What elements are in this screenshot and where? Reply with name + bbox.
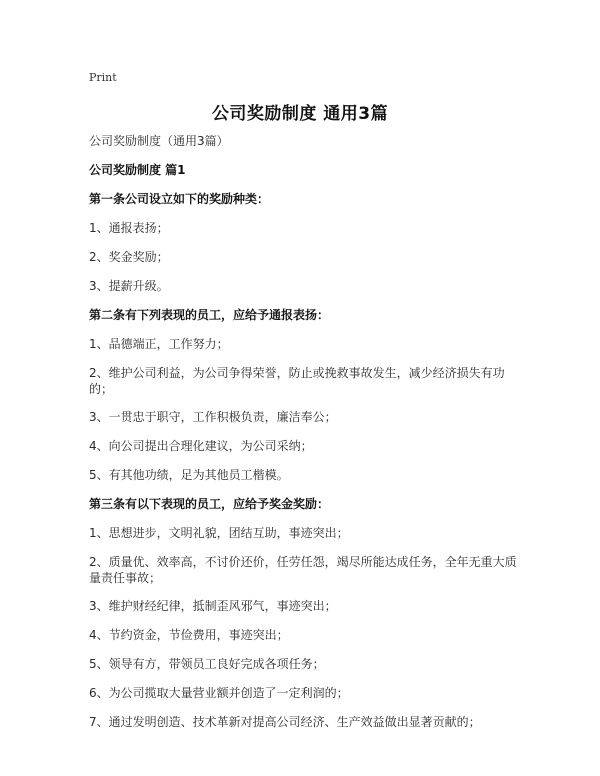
article-3-item-2: 2、质量优、效率高，不讨价还价，任劳任怨，竭尽所能达成任务，全年无重大质量责任事故； xyxy=(89,555,517,585)
article-2-item-4: 4、向公司提出合理化建议，为公司采纳； xyxy=(89,439,313,453)
article-2-item-3: 3、一贯忠于职守，工作积极负责，廉洁奉公； xyxy=(89,410,337,424)
article-3-item-5: 5、领导有方，带领员工良好完成各项任务； xyxy=(89,657,325,671)
article-1-item-1: 1、通报表扬； xyxy=(89,221,169,235)
article-1-item-3: 3、提薪升级。 xyxy=(89,279,169,293)
document-title: 公司奖励制度 通用3篇 xyxy=(211,104,389,124)
article-2-item-2: 2、维护公司利益，为公司争得荣誉，防止或挽救事故发生，减少经济损失有功的； xyxy=(89,366,505,396)
document-subtitle: 公司奖励制度（通用3篇） xyxy=(89,134,229,148)
article-1-heading: 第一条公司设立如下的奖励种类： xyxy=(89,192,270,206)
article-3-heading: 第三条有以下表现的员工，应给予奖金奖励： xyxy=(89,497,330,511)
article-3-item-4: 4、节约资金，节俭费用，事迹突出； xyxy=(89,628,289,642)
document-body xyxy=(89,133,519,743)
article-2-item-1: 1、品德端正，工作努力； xyxy=(89,337,229,351)
article-3-item-6: 6、为公司揽取大量营业额并创造了一定利润的； xyxy=(89,686,349,700)
article-2-item-5: 5、有其他功绩，足为其他员工楷模。 xyxy=(89,468,289,482)
print-label[interactable]: Print xyxy=(89,71,117,84)
article-1-item-2: 2、奖金奖励； xyxy=(89,250,169,264)
section-title: 公司奖励制度 篇1 xyxy=(89,163,186,177)
article-3-item-3: 3、维护财经纪律，抵制歪风邪气，事迹突出； xyxy=(89,599,337,613)
article-3-item-1: 1、思想进步，文明礼貌，团结互助，事迹突出； xyxy=(89,526,349,540)
article-2-heading: 第二条有下列表现的员工，应给予通报表扬： xyxy=(89,308,330,322)
article-3-item-7: 7、通过发明创造、技术革新对提高公司经济、生产效益做出显著贡献的； xyxy=(89,715,481,729)
